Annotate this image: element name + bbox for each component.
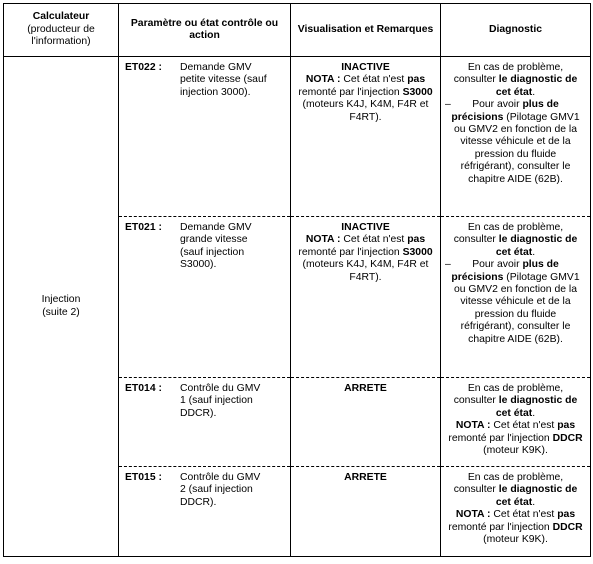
param-code: ET015 : xyxy=(125,472,162,483)
param-text: Contrôle du GMV 2 (sauf injection DDCR). xyxy=(180,472,261,508)
diagnostic-cell xyxy=(441,217,591,378)
nota-text: NOTA : Cet état n'est pas remonté par l'injection DDCR (moteur K9K). xyxy=(448,420,583,457)
param-text: Contrôle du GMV 1 (sauf injection DDCR). xyxy=(180,383,261,419)
param-code: ET022 : xyxy=(125,62,162,73)
param-text: Demande GMV petite vitesse (sauf injection 3000). xyxy=(180,62,267,98)
header-calculateur-title: Calculateur xyxy=(32,11,90,23)
header-diagnostic xyxy=(441,4,591,57)
diagnostic-cell xyxy=(441,378,591,467)
calculateur-name: Injection xyxy=(41,294,81,306)
diagnostic-text-1: En cas de problème, consulter le diagnostic de cet état. xyxy=(453,383,578,419)
state-value: INACTIVE xyxy=(341,62,390,73)
diagnostic-text-1: En cas de problème, consulter le diagnostic de cet état. xyxy=(453,62,578,98)
param-cell xyxy=(119,217,291,378)
header-diagnostic-label: Diagnostic xyxy=(488,23,543,35)
state-value: ARRETE xyxy=(344,472,387,483)
diagnostic-cell xyxy=(441,467,591,557)
header-calculateur xyxy=(4,4,119,57)
header-calculateur-sub: (producteur de l'information) xyxy=(27,23,95,48)
calculateur-cell xyxy=(4,57,119,557)
header-row xyxy=(4,4,591,57)
diagnostic-table xyxy=(3,3,591,557)
param-cell xyxy=(119,57,291,217)
param-code: ET021 : xyxy=(125,222,162,233)
visualisation-cell xyxy=(291,217,441,378)
nota-text: NOTA : Cet état n'est pas remonté par l'injection S3000 (moteurs K4J, K4M, F4R et F4RT). xyxy=(298,74,433,123)
header-visualisation xyxy=(291,4,441,57)
param-cell xyxy=(119,467,291,557)
diagnostic-text-2: – Pour avoir plus de précisions (Pilotage GMV1 ou GMV2 en fonction de la vitesse véhicule et de la pression du fluide réfrigérant), consulter le chapitre AIDE (62B). xyxy=(445,99,580,185)
diagnostic-text-2: – Pour avoir plus de précisions (Pilotage GMV1 ou GMV2 en fonction de la vitesse véhicule et de la pression du fluide réfrigérant), consulter le chapitre AIDE (62B). xyxy=(445,259,580,345)
calculateur-suite: (suite 2) xyxy=(42,306,80,318)
state-value: ARRETE xyxy=(344,383,387,394)
header-parametre xyxy=(119,4,291,57)
visualisation-cell xyxy=(291,378,441,467)
diagnostic-text-1: En cas de problème, consulter le diagnostic de cet état. xyxy=(453,222,578,258)
visualisation-cell xyxy=(291,467,441,557)
diagnostic-cell xyxy=(441,57,591,217)
table-row xyxy=(4,57,591,217)
header-parametre-label: Paramètre ou état contrôle ou action xyxy=(130,17,279,41)
state-value: INACTIVE xyxy=(341,222,390,233)
param-cell xyxy=(119,378,291,467)
diagnostic-text-1: En cas de problème, consulter le diagnostic de cet état. xyxy=(453,472,578,508)
param-code: ET014 : xyxy=(125,383,162,394)
visualisation-cell xyxy=(291,57,441,217)
nota-text: NOTA : Cet état n'est pas remonté par l'injection S3000 (moteurs K4J, K4M, F4R et F4RT). xyxy=(298,234,433,283)
param-text: Demande GMV grande vitesse (sauf injection S3000). xyxy=(180,222,252,271)
header-visualisation-label: Visualisation et Remarques xyxy=(297,23,434,35)
nota-text: NOTA : Cet état n'est pas remonté par l'injection DDCR (moteur K9K). xyxy=(448,509,583,546)
